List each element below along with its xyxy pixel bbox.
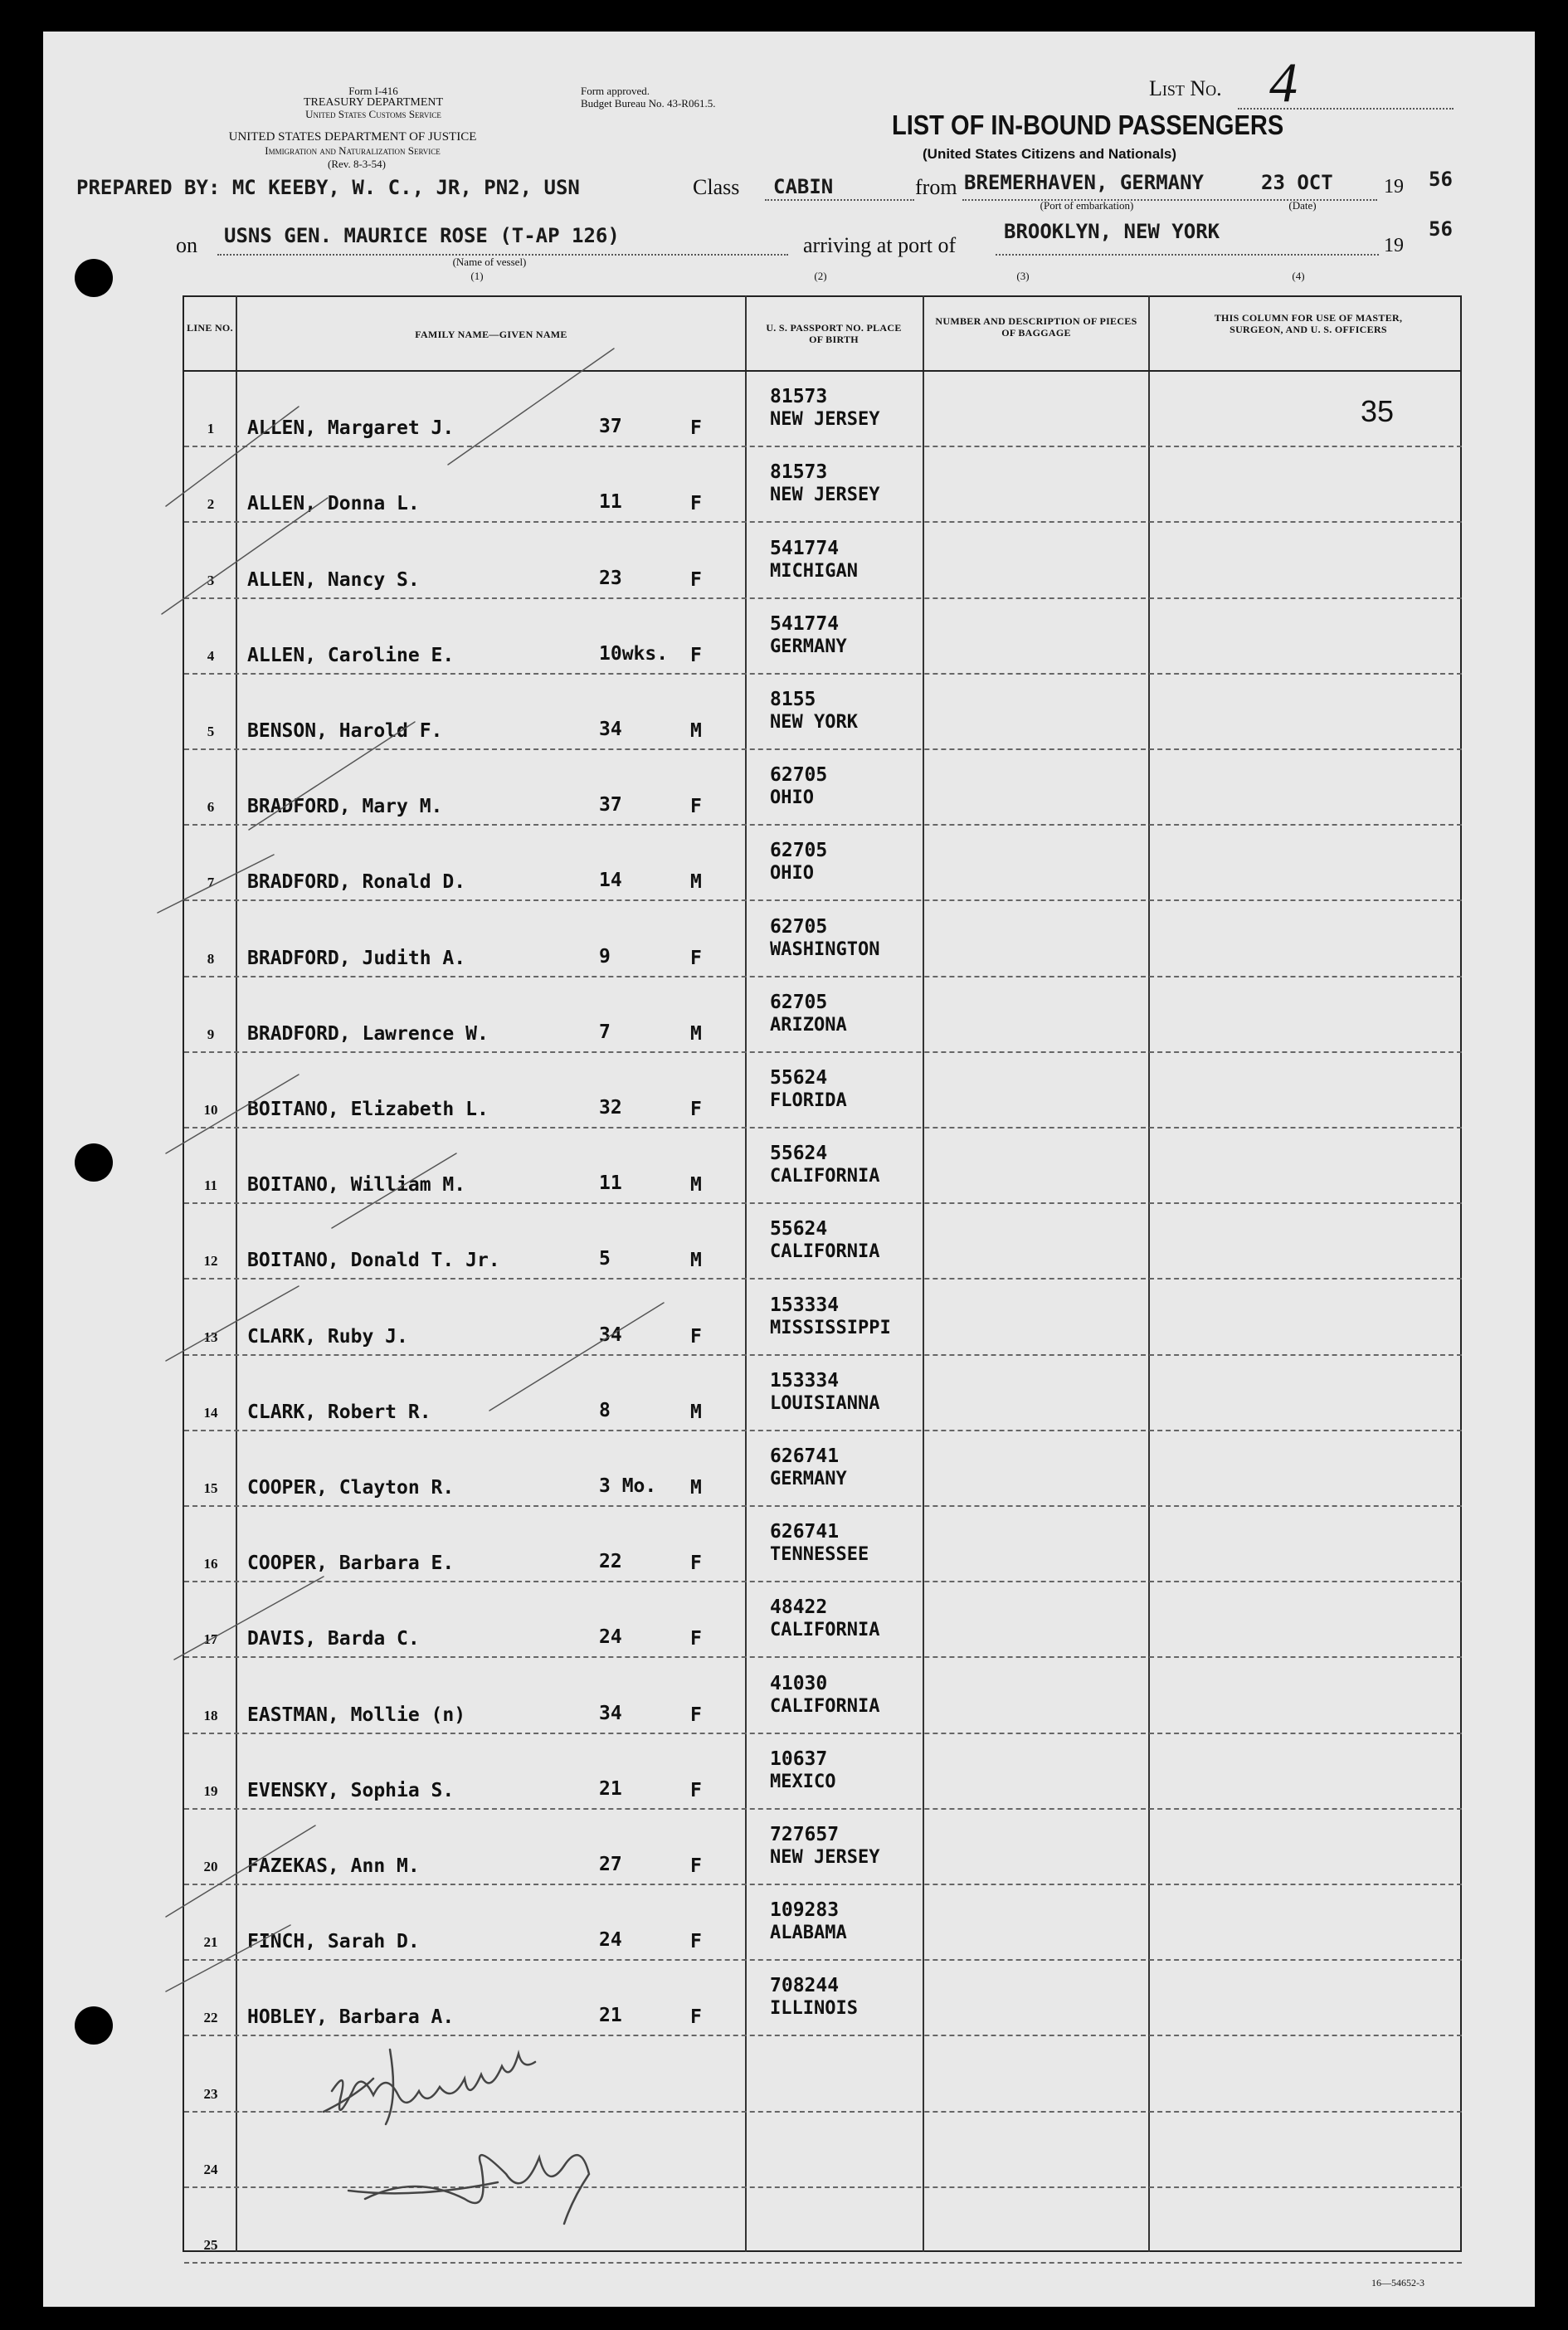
year-prefix: 19 [1384,176,1404,197]
line-number: 21 [203,1934,218,1950]
line-number: 23 [203,2086,218,2102]
column-number-2: (2) [814,270,827,282]
passenger-sex: M [690,871,702,893]
passenger-sex: M [690,1477,702,1499]
passenger-name: BRADFORD, Lawrence W. [247,1023,489,1045]
passenger-age: 27 [599,1854,622,1875]
birthplace: NEW JERSEY [770,409,880,430]
line-number: 5 [207,724,215,739]
passenger-age: 34 [599,719,622,740]
birthplace: NEW JERSEY [770,1847,880,1868]
passenger-age: 8 [599,1400,611,1421]
arrival-year-prefix: 19 [1384,235,1404,256]
passenger-age: 37 [599,794,622,816]
passenger-age: 23 [599,568,622,589]
line-number: 8 [207,951,215,967]
vessel-name: USNS GEN. MAURICE ROSE (T-AP 126) [224,224,620,247]
passenger-sex: F [690,948,702,969]
arrival-port: BROOKLYN, NEW YORK [1004,220,1220,243]
passenger-sex: F [690,1704,702,1726]
from-caption: (Port of embarkation) [1040,199,1134,212]
line-number: 2 [207,496,215,512]
birthplace: OHIO [770,787,814,808]
passport-number: 55624 [770,1067,828,1089]
passport-number: 41030 [770,1673,828,1694]
birthplace: GERMANY [770,1469,847,1489]
birthplace: CALIFORNIA [770,1166,880,1187]
list-no-value: 4 [1269,51,1298,114]
line-number: 9 [207,1026,215,1042]
passport-number: 626741 [770,1521,840,1543]
passenger-name: FINCH, Sarah D. [247,1931,420,1952]
vessel-caption: (Name of vessel) [452,256,527,268]
passenger-name: BOITANO, Donald T. Jr. [247,1250,500,1271]
passport-number: 541774 [770,538,840,559]
passport-number: 541774 [770,613,840,635]
passenger-sex: M [690,1250,702,1271]
footer-code: 16—54652-3 [1371,2277,1424,2289]
passport-number: 62705 [770,992,828,1013]
passport-number: 153334 [770,1370,840,1392]
date-caption: (Date) [1288,199,1317,212]
line-number: 10 [203,1102,218,1118]
passenger-age: 5 [599,1248,611,1270]
passenger-name: BOITANO, Elizabeth L. [247,1099,489,1120]
passenger-age: 32 [599,1097,622,1119]
birthplace: TENNESSEE [770,1544,869,1565]
on-label: on [176,233,197,257]
passenger-sex: F [690,1855,702,1877]
column-header-baggage: NUMBER AND DESCRIPTION OF PIECES OF BAGGAGE [935,315,1137,339]
passport-number: 62705 [770,764,828,786]
column-header-line-no: LINE NO. [187,322,233,334]
passenger-age: 14 [599,870,622,891]
passenger-name: CLARK, Ruby J. [247,1326,408,1348]
document-title: LIST OF IN-BOUND PASSENGERS [892,110,1284,140]
passenger-sex: M [690,1401,702,1423]
line-number: 13 [203,1329,218,1345]
passport-number: 8155 [770,689,816,710]
date-value: 23 OCT [1261,171,1333,194]
line-number: 6 [207,799,215,815]
passenger-sex: F [690,645,702,666]
passenger-name: ALLEN, Caroline E. [247,645,455,666]
form-approved: Form approved. [581,85,650,97]
passport-number: 48422 [770,1596,828,1618]
birthplace: GERMANY [770,636,847,657]
passenger-sex: F [690,417,702,439]
line-number: 4 [207,648,215,664]
passenger-name: COOPER, Clayton R. [247,1477,455,1499]
passenger-name: COOPER, Barbara E. [247,1553,455,1574]
birthplace: LOUISIANNA [770,1393,880,1414]
passenger-age: 3 Mo. [599,1475,657,1497]
passenger-age: 37 [599,416,622,437]
revision-date: (Rev. 8-3-54) [328,158,386,170]
line-number: 24 [203,2162,218,2177]
birthplace: NEW YORK [770,712,858,733]
line-number: 11 [203,1177,218,1193]
passenger-age: 11 [599,491,622,513]
passenger-sex: F [690,1931,702,1952]
prepared-by: PREPARED BY: MC KEEBY, W. C., JR, PN2, USN [76,176,580,199]
birthplace: CALIFORNIA [770,1620,880,1640]
passenger-sex: F [690,1553,702,1574]
passenger-sex: F [690,1780,702,1801]
passenger-age: 22 [599,1551,622,1572]
line-number: 14 [203,1405,218,1421]
passenger-name: CLARK, Robert R. [247,1401,431,1423]
line-number: 19 [203,1783,218,1799]
line-number: 16 [203,1556,218,1572]
passenger-sex: F [690,1099,702,1120]
passenger-sex: F [690,493,702,514]
birthplace: MEXICO [770,1772,836,1792]
pencil-tick-marks [158,349,664,1991]
line-number: 25 [203,2237,218,2253]
passenger-age: 11 [599,1172,622,1194]
treasury-department: TREASURY DEPARTMENT [303,96,444,109]
passenger-age: 34 [599,1324,622,1346]
column-header-passport: U. S. PASSPORT NO. PLACE OF BIRTH [766,322,902,345]
passenger-age: 9 [599,946,611,968]
passenger-age: 24 [599,1929,622,1951]
passenger-sex: F [690,569,702,591]
class-value: CABIN [773,175,834,198]
passport-number: 153334 [770,1294,840,1316]
column-number-1: (1) [470,270,484,282]
passenger-name: BOITANO, William M. [247,1174,466,1196]
birthplace: OHIO [770,863,814,884]
from-label: from [915,175,957,199]
passenger-name: HOBLEY, Barbara A. [247,2006,455,2028]
customs-service: United States Customs Service [305,108,441,120]
passenger-age: 10wks. [599,643,669,665]
line-number: 22 [203,2010,218,2025]
passenger-name: ALLEN, Donna L. [247,493,420,514]
passport-number: 626741 [770,1445,840,1467]
passport-number: 55624 [770,1143,828,1164]
line-number: 17 [203,1631,218,1647]
passenger-name: BRADFORD, Mary M. [247,796,443,817]
passenger-name: BRADFORD, Judith A. [247,948,466,969]
passenger-age: 24 [599,1626,622,1648]
passenger-age: 34 [599,1703,622,1724]
officer-note: 35 [1361,394,1395,428]
birthplace: FLORIDA [770,1090,847,1111]
line-number: 12 [203,1253,218,1269]
passport-number: 55624 [770,1218,828,1240]
passenger-name: EASTMAN, Mollie (n) [247,1704,466,1726]
passenger-name: FAZEKAS, Ann M. [247,1855,420,1877]
column-number-3: (3) [1016,270,1030,282]
line-number: 15 [203,1480,218,1496]
passenger-name: EVENSKY, Sophia S. [247,1780,455,1801]
passport-number: 109283 [770,1899,840,1921]
passport-number: 727657 [770,1824,840,1845]
passport-number: 81573 [770,461,828,483]
column-header-officers: THIS COLUMN FOR USE OF MASTER, SURGEON, AND U. S. OFFICERS [1214,312,1403,335]
passenger-sex: M [690,1174,702,1196]
passenger-name: BRADFORD, Ronald D. [247,871,466,893]
birthplace: NEW JERSEY [770,485,880,505]
form-number: Form I-416 [348,85,398,97]
passenger-sex: F [690,1326,702,1348]
document-subtitle: (United States Citizens and Nationals) [923,146,1177,162]
line-number: 3 [207,573,215,588]
passenger-name: BENSON, Harold F. [247,720,443,742]
birthplace: ILLINOIS [770,1998,858,2019]
birthplace: MICHIGAN [770,561,858,582]
passenger-age: 21 [599,2005,622,2026]
list-no-label: List No. [1149,76,1222,100]
column-header-name: FAMILY NAME—GIVEN NAME [415,329,567,340]
class-label: Class [693,175,740,199]
signature-icon [324,2050,589,2224]
passenger-sex: F [690,1628,702,1650]
birthplace: MISSISSIPPI [770,1318,891,1338]
passenger-age: 21 [599,1778,622,1800]
birthplace: ALABAMA [770,1923,847,1943]
passport-number: 62705 [770,840,828,861]
passenger-name: DAVIS, Barda C. [247,1628,420,1650]
passenger-age: 7 [599,1021,611,1043]
passport-number: 62705 [770,916,828,938]
birthplace: CALIFORNIA [770,1696,880,1717]
year-value: 56 [1429,168,1453,191]
immigration-service: Immigration and Naturalization Service [265,144,441,157]
birthplace: CALIFORNIA [770,1241,880,1262]
passport-number: 81573 [770,386,828,407]
passenger-sex: F [690,2006,702,2028]
passenger-name: ALLEN, Nancy S. [247,569,420,591]
passenger-sex: M [690,1023,702,1045]
birthplace: WASHINGTON [770,939,880,960]
passport-number: 708244 [770,1975,840,1996]
line-number: 20 [203,1859,218,1874]
line-number: 1 [207,421,215,436]
passenger-sex: F [690,796,702,817]
passenger-name: ALLEN, Margaret J. [247,417,455,439]
column-number-4: (4) [1292,270,1305,282]
justice-department: UNITED STATES DEPARTMENT OF JUSTICE [228,130,477,144]
passenger-sex: M [690,720,702,742]
arrival-year: 56 [1429,217,1453,241]
passport-number: 10637 [770,1748,828,1770]
from-value: BREMERHAVEN, GERMANY [964,171,1204,194]
budget-bureau: Budget Bureau No. 43-R061.5. [581,97,716,110]
birthplace: ARIZONA [770,1015,847,1036]
line-number: 7 [207,875,215,890]
arriving-label: arriving at port of [803,233,957,257]
line-number: 18 [203,1708,218,1723]
